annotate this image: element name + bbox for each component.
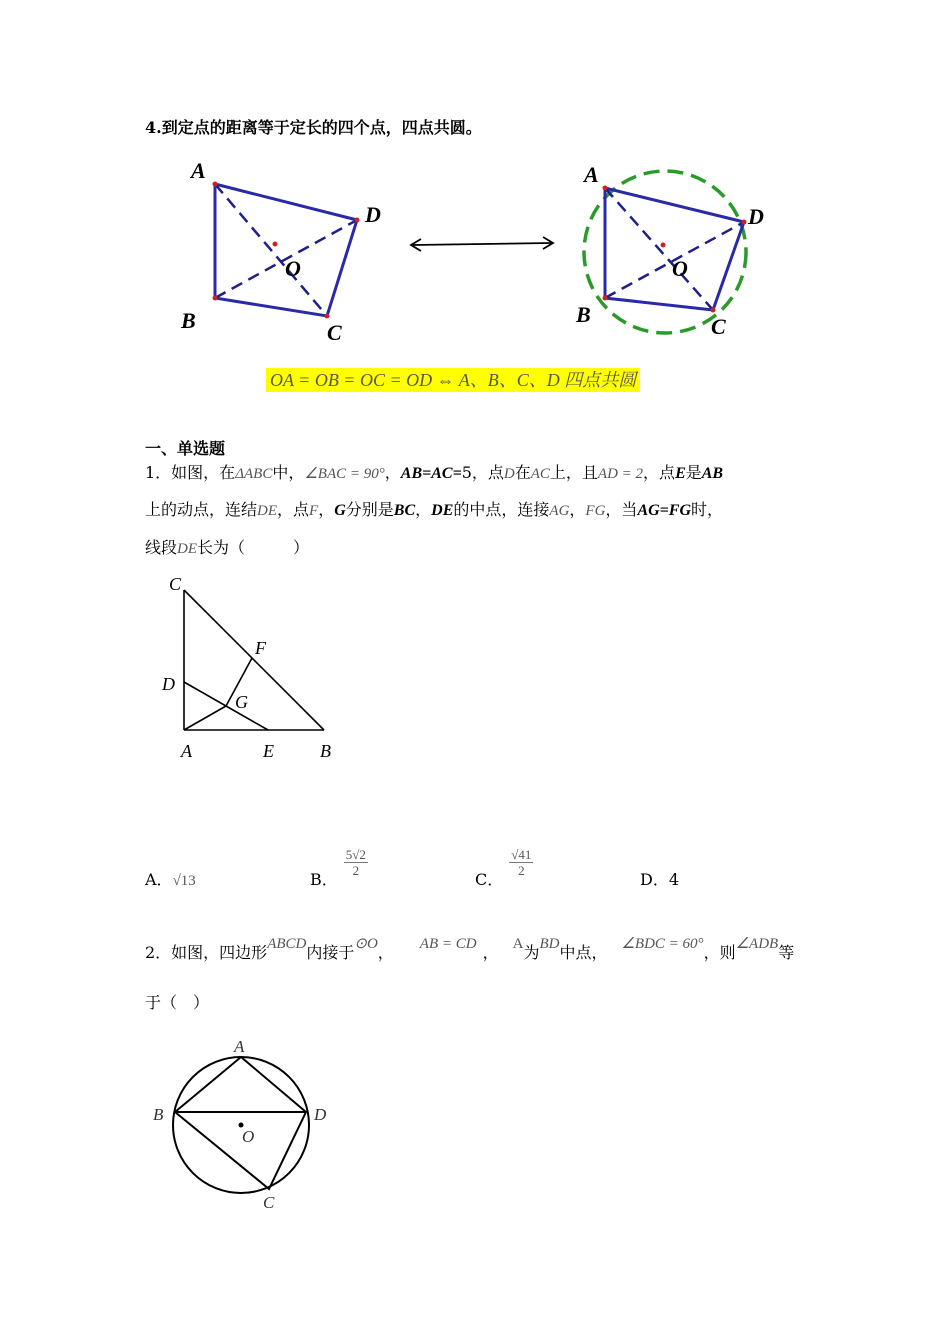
dashed-circumcircle xyxy=(584,171,746,333)
point-a xyxy=(603,186,608,191)
label-o: O xyxy=(242,1127,255,1146)
point-d xyxy=(355,218,360,223)
quadrilateral-figure-left xyxy=(175,150,395,350)
theorem-title: 4.到定点的距离等于定长的四个点，四点共圆。 xyxy=(145,118,482,137)
label-e: E xyxy=(263,741,274,761)
point-c xyxy=(325,314,330,319)
label-o: O xyxy=(285,256,301,281)
q1-line-1: 1．如图，在ΔABC中，∠BAC = 90°，AB=AC=5，点D在AC上，且AD = 2，点E是AB xyxy=(145,463,724,482)
label-b: B xyxy=(576,302,591,327)
label-d: D xyxy=(748,204,764,229)
q2-circle-figure xyxy=(148,1030,338,1215)
label-f: F xyxy=(255,638,266,658)
label-a: A xyxy=(191,158,206,183)
option-d-value: 4 xyxy=(668,870,680,889)
label-a: A xyxy=(234,1037,245,1056)
label-g: G xyxy=(235,692,248,712)
q1-line-3: 线段DE长为（ ） xyxy=(145,538,310,557)
formula-highlight: OA = OB = OC = OD ⇔ A、B、C、D 四点共圆 xyxy=(266,368,640,392)
q2-line-1: 2．如图，四边形ABCD内接于⊙O， AB = CD ， A为BD中点， ∠BDC = 60°，则∠ADB等 xyxy=(145,936,795,962)
point-c xyxy=(711,308,716,313)
label-b: B xyxy=(320,741,331,761)
option-d[interactable]: D．4 xyxy=(640,870,680,889)
label-o: O xyxy=(672,256,688,281)
label-c: C xyxy=(169,574,182,594)
double-arrow xyxy=(405,232,560,256)
label-c: C xyxy=(711,314,726,339)
label-c: C xyxy=(263,1193,275,1212)
cyclic-quadrilateral-figure-right xyxy=(568,150,778,345)
label-a: A xyxy=(584,162,599,187)
option-a[interactable]: A．√13 xyxy=(145,870,196,889)
label-d: D xyxy=(162,674,175,694)
section-title: 一、单选题 xyxy=(145,439,226,458)
option-b[interactable]: B． $\frac{5√2}{2}$ xyxy=(310,847,366,889)
point-b xyxy=(213,296,218,301)
label-d: D xyxy=(314,1105,327,1124)
point-d xyxy=(742,220,747,225)
point-o xyxy=(273,242,278,247)
diagonal-ac xyxy=(215,184,327,316)
option-c-fraction: $\frac{√41}{2}$ xyxy=(511,847,532,878)
math-triangle-abc: ΔABC xyxy=(235,466,273,482)
segment-bc xyxy=(184,590,324,730)
concyclic-formula xyxy=(266,366,640,392)
option-b-fraction: $\frac{5√2}{2}$ xyxy=(345,847,366,878)
point-o xyxy=(661,243,666,248)
point-a xyxy=(213,182,218,187)
q1-triangle-figure xyxy=(155,570,355,770)
label-b: B xyxy=(181,308,196,333)
q1-line-2: 上的动点，连结DE，点F，G分别是BC，DE的中点，连接AG，FG，当AG=FG时， xyxy=(145,500,724,519)
point-b xyxy=(603,296,608,301)
label-b: B xyxy=(153,1105,164,1124)
quadrilateral-abcd xyxy=(215,184,357,316)
label-a: A xyxy=(181,741,192,761)
label-c: C xyxy=(327,320,342,345)
quadrilateral-abcd xyxy=(605,188,744,310)
option-a-value: √13 xyxy=(172,873,196,889)
q2-line-2: 于（ ） xyxy=(145,993,210,1012)
option-c[interactable]: C． $\frac{√41}{2}$ xyxy=(475,847,532,889)
math-angle-bac: ∠BAC = 90° xyxy=(304,466,385,482)
segment-ag xyxy=(184,706,226,730)
label-d: D xyxy=(365,202,381,227)
